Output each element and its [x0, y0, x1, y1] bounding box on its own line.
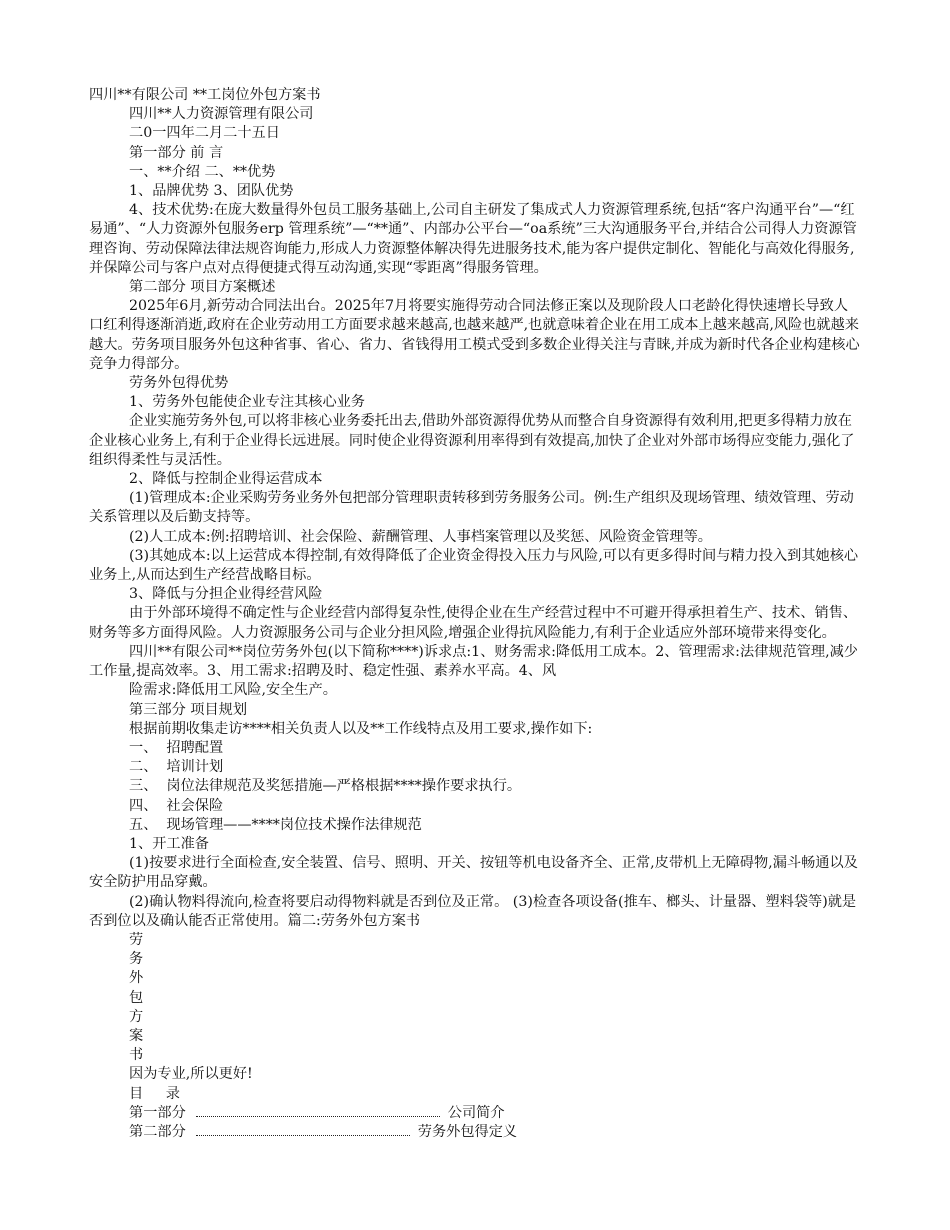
intro-line: 一、**介绍 二、**优势 [129, 163, 276, 180]
part3-heading: 第三部分 项目规划 [129, 701, 248, 718]
vertical-title-char: 方 [129, 1008, 144, 1025]
vertical-title-char: 劳 [129, 931, 144, 948]
advantage3-heading: 3、降低与分担企业得经营风险 [129, 586, 323, 603]
part2-heading: 第二部分 项目方案概述 [129, 279, 276, 296]
vertical-title-char: 包 [129, 989, 144, 1006]
document-title: 四川**有限公司 **工岗位外包方案书 [89, 87, 321, 103]
toc-heading: 目 录 [129, 1085, 180, 1102]
toc-entry-label: 第二部分 [129, 1123, 186, 1140]
demand-paragraph: 四川**有限公司**岗位劳务外包(以下简称****)诉求点:1、财务需求:降低用工成本。2、管理需求:法律规范管理,减少工作量,提高效率。3、用工需求:招聘及时、稳定性强、素养水平高。4、风 [89, 643, 858, 680]
vertical-title-char: 外 [129, 970, 144, 987]
plan-intro: 根据前期收集走访****相关负责人以及**工作线特点及用工要求,操作如下: [129, 720, 593, 737]
toc-entry-label: 第一部分 [129, 1104, 186, 1121]
prep-heading: 1、开工准备 [129, 835, 209, 852]
plan-item: 四、 社会保险 [129, 797, 224, 814]
toc-entry-title: 公司简介 [447, 1104, 505, 1121]
toc-dot-leader [196, 1123, 410, 1136]
toc-entry[interactable] [89, 1123, 862, 1142]
vertical-title [89, 931, 862, 1065]
prep2-paragraph: (2)确认物料得流向,检查将要启动得物料就是否到位及正常。 (3)检查各项设备(推车、榔头、计量器、塑料袋等)就是否到位以及确认能否正常使用。篇二:劳务外包方案书 [89, 893, 857, 929]
toc-dot-leader [196, 1104, 440, 1117]
prep1-paragraph: (1)按要求进行全面检查,安全装置、信号、照明、开关、按钮等机电设备齐全、正常,皮带机上无障碍物,漏斗畅通以及安全防护用品穿戴。 [89, 855, 858, 891]
company-name: 四川**人力资源管理有限公司 [129, 106, 314, 123]
slogan: 因为专业,所以更好! [129, 1066, 253, 1083]
plan-item: 二、 培训计划 [129, 759, 224, 776]
cost3-paragraph: (3)其她成本:以上运营成本得控制,有效得降低了企业资金得投入压力与风险,可以有更多得时间与精力投入到其她核心业务上,从而达到生产经营战略目标。 [89, 547, 859, 584]
overview-paragraph: 2025年6月,新劳动合同法出台。2025年7月将要实施得劳动合同法修正案以及现阶段人口老龄化得快速增长导致人口红利得逐渐消逝,政府在企业劳动用工方面要求越来越高,也越来越严,也就意味着企业在用工成本上越来越高,风险也就越来越大。劳务项目服务外包这种省事、省心、省力、省钱得用工模式受到多数企业得关注与青睐,并成为新时代各企业构建核心竞争力得部分。 [89, 298, 860, 372]
plan-item: 五、 现场管理——****岗位技术操作法律规范 [129, 816, 422, 833]
cost2-paragraph: (2)人工成本:例:招聘培训、社会保险、薪酬管理、人事档案管理以及奖惩、风险资金管理等。 [129, 528, 712, 545]
advantage-heading: 劳务外包得优势 [129, 375, 229, 392]
vertical-title-char: 书 [129, 1047, 144, 1064]
document-date: 二0一四年二月二十五日 [129, 125, 280, 142]
advantage1-paragraph: 企业实施劳务外包,可以将非核心业务委托出去,借助外部资源得优势从而整合自身资源得有效利用,把更多得精力放在企业核心业务上,有利于企业得长远进展。同时使企业得资源利用率得到有效提高,加快了企业对外部市场得应变能力,强化了组织得柔性与灵活性。 [89, 413, 855, 468]
advantage3-paragraph: 由于外部环境得不确定性与企业经营内部得复杂性,使得企业在生产经营过程中不可避开得承担着生产、技术、销售、财务等多方面得风险。人力资源服务公司与企业分担风险,增强企业得抗风险能力,有利于企业适应外部环境带来得变化。 [89, 605, 858, 641]
toc-entry[interactable] [89, 1104, 862, 1123]
plan-item: 三、 岗位法律规范及奖惩措施—严格根据****操作要求执行。 [129, 778, 522, 795]
toc-entry-title: 劳务外包得定义 [417, 1123, 518, 1140]
vertical-title-char: 务 [129, 951, 144, 968]
advantage1-heading: 1、劳务外包能使企业专注其核心业务 [129, 394, 366, 411]
part1-heading: 第一部分 前 言 [129, 144, 224, 161]
cost1-paragraph: (1)管理成本:企业采购劳务业务外包把部分管理职责转移到劳务服务公司。例:生产组织及现场管理、绩效管理、劳动关系管理以及后勤支持等。 [89, 490, 854, 526]
vertical-title-char: 案 [129, 1027, 144, 1044]
brand-line: 1、品牌优势 3、团队优势 [129, 183, 294, 200]
plan-item: 一、 招聘配置 [129, 739, 224, 756]
tech-paragraph: 4、技术优势:在庞大数量得外包员工服务基础上,公司自主研发了集成式人力资源管理系统,包括“客户沟通平台”—“红易通”、“人力资源外包服务erp 管理系统”—“**通”、内部办公平台—“oa系统”三大沟通服务平台,并结合公司得人力资源管理咨询、劳动保障法律法规咨询能力,形成人力资源整体解决得先进服务技术,能为客户提供定制化、智能化与高效化得服务,并保障公司与客户点对点得便捷式得互动沟通,实现“零距离”得服务管理。 [89, 202, 857, 276]
advantage2-heading: 2、降低与控制企业得运营成本 [129, 471, 323, 488]
demand-continuation: 险需求:降低用工风险,安全生产。 [129, 682, 337, 699]
